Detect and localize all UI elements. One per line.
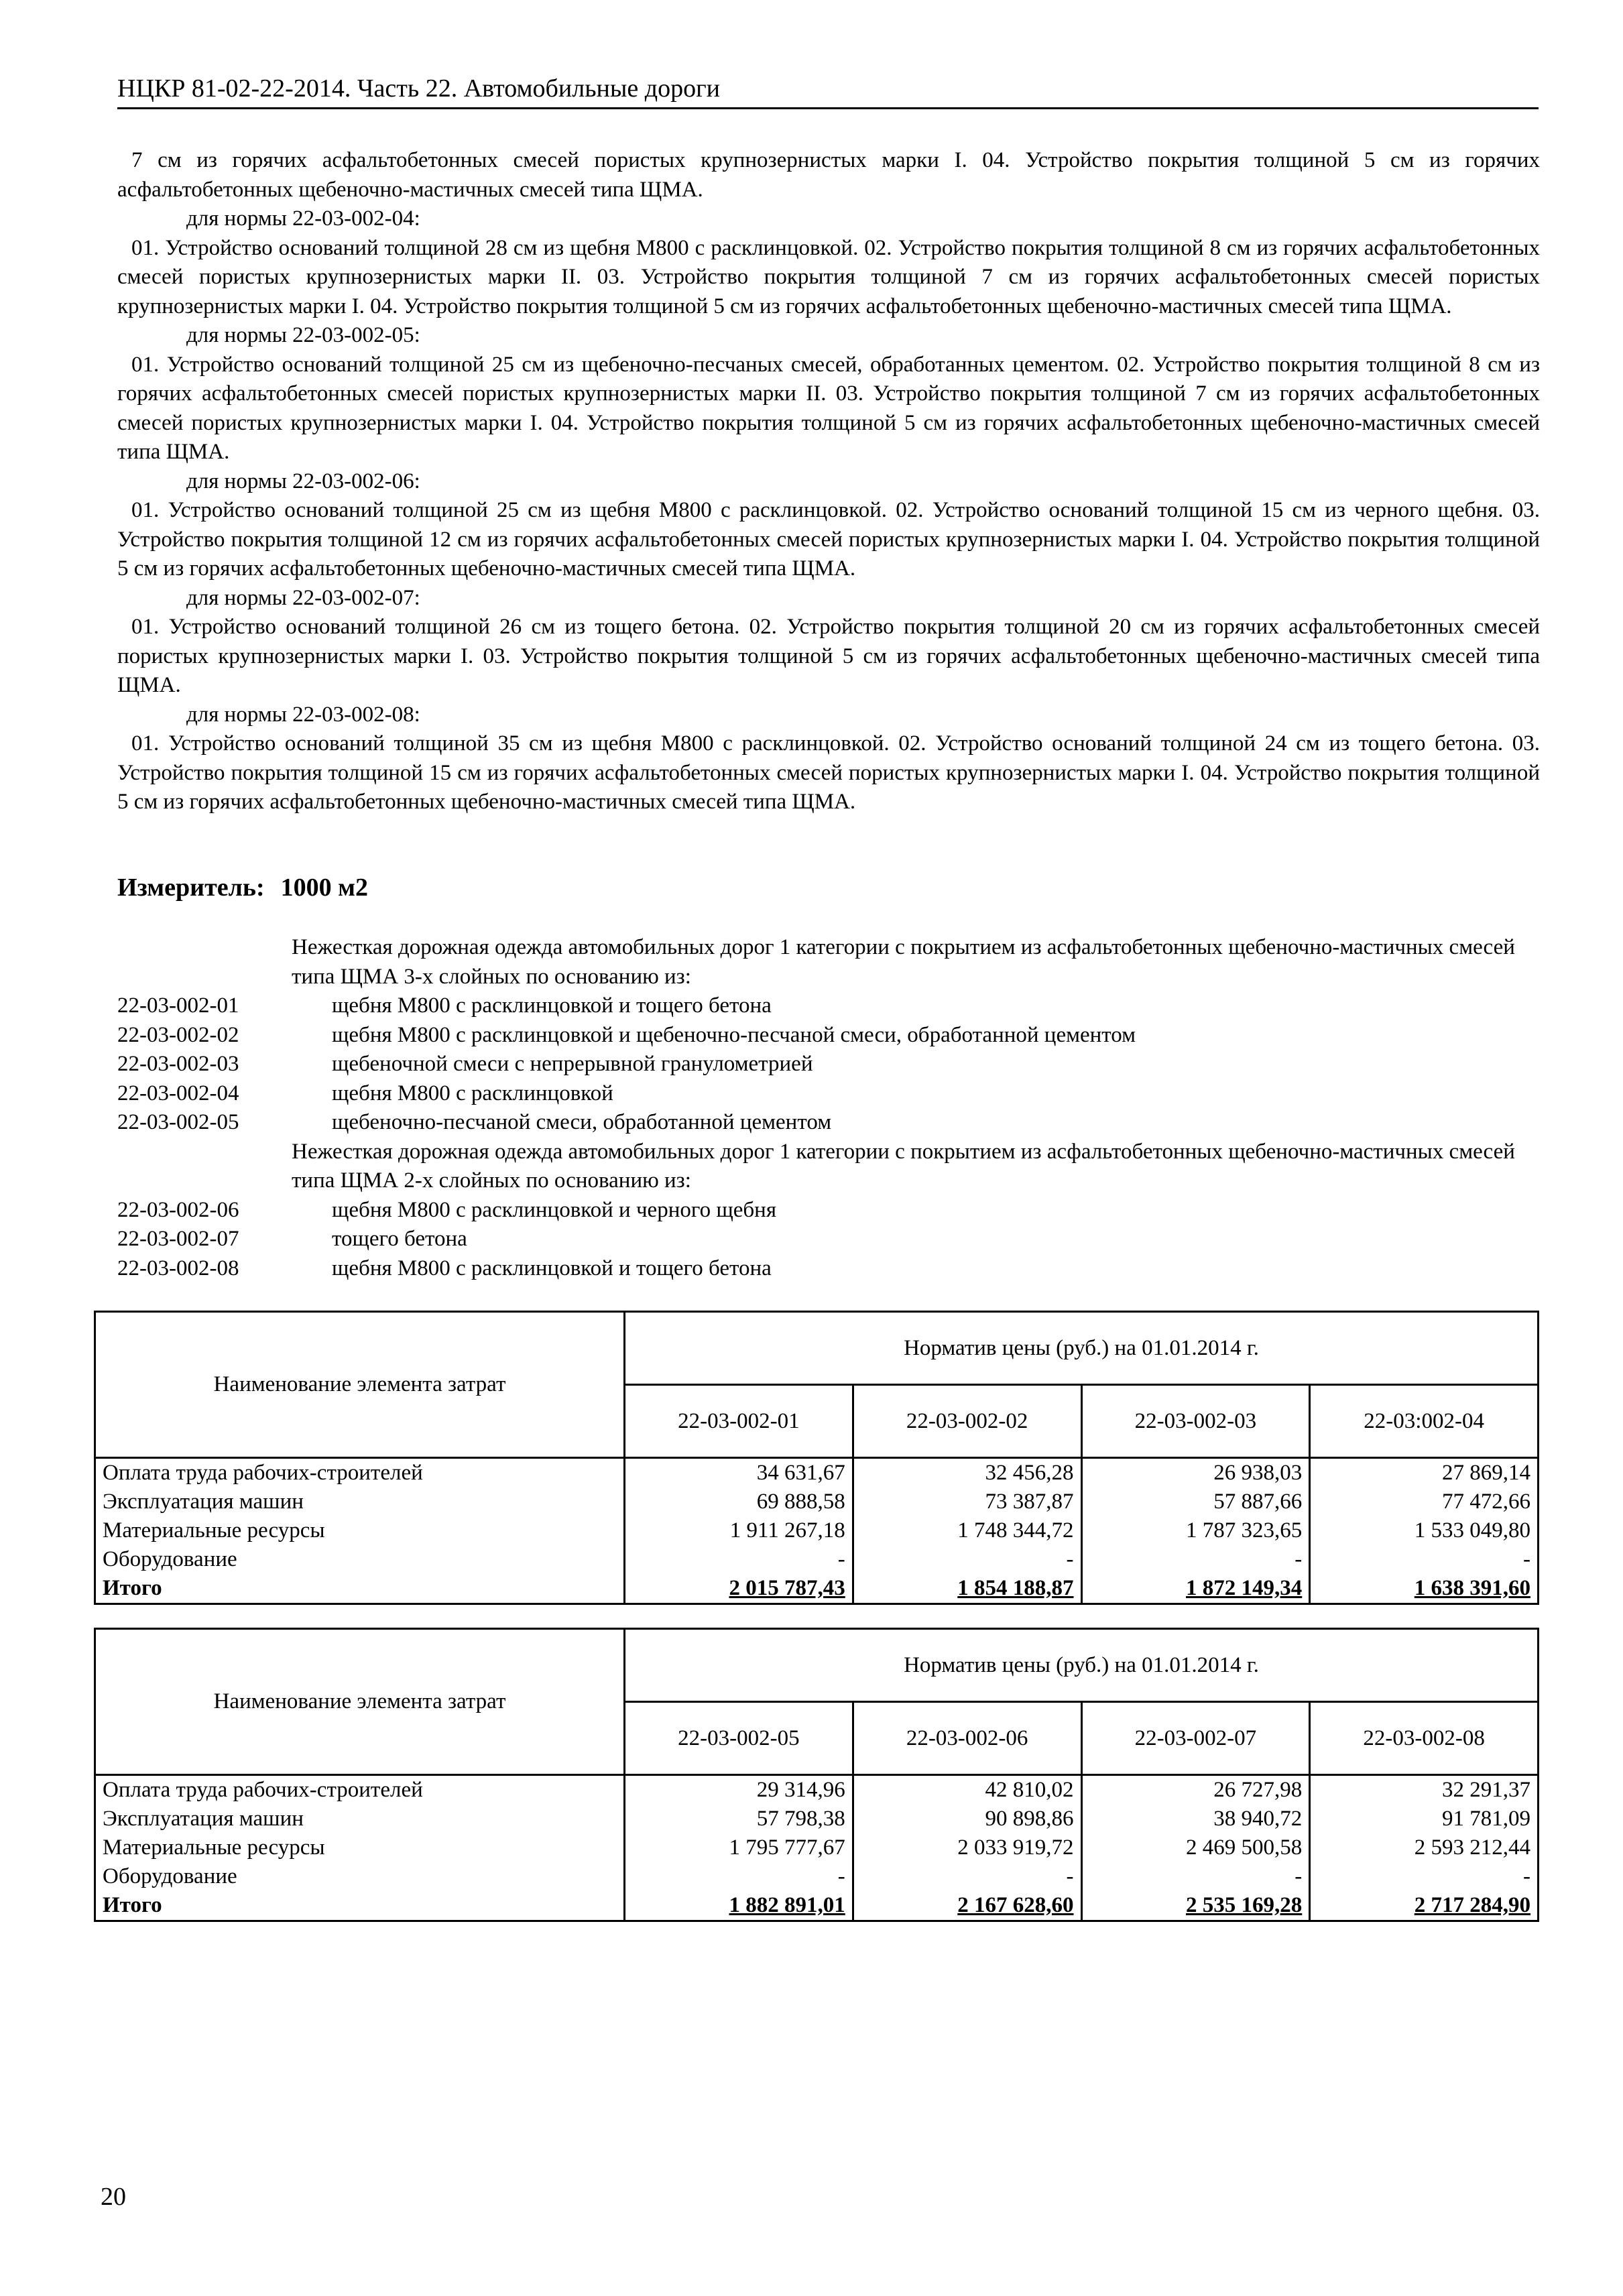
cost-value: 2 469 500,58 [1081,1833,1310,1862]
cost-table-1 [94,1311,1539,1605]
row-label: Оборудование [95,1862,625,1891]
column-header-name: Наименование элемента затрат [95,1312,625,1458]
group-title: Нежесткая дорожная одежда автомобильных дорог 1 категории с покрытием из асфальтобетонных щебеночно-мастичных смесей типа ЩМА 2-х слойных по основанию из: [292,1139,1515,1193]
cost-table-2 [94,1628,1539,1922]
norm-code: 22-03-002-08 [117,1256,239,1280]
cost-value: 2 535 169,28 [1081,1891,1310,1921]
cost-value: - [625,1862,853,1891]
cost-value: 57 887,66 [1081,1488,1310,1516]
table-header-row [95,1312,1539,1385]
cost-value: 1 872 149,34 [1081,1574,1310,1604]
cost-value: - [625,1545,853,1574]
norm-description: щебня М800 с расклинцовкой и щебеночно-песчаной смеси, обработанной цементом [332,1022,1136,1047]
cost-value: 26 727,98 [1081,1775,1310,1805]
cost-value: 38 940,72 [1081,1805,1310,1833]
body-paragraph: 01. Устройство оснований толщиной 25 см из щебеночно-песчаных смесей, обработанных цементом. 02. Устройство покрытия толщиной 8 см из горячих асфальтобетонных смесей пористых крупнозернистых марки II. 03. Устройство покрытия толщиной 7 см из горячих асфальтобетонных смесей пористых крупнозернистых марки I. 04. Устройство покрытия толщиной 5 см из горячих асфальтобетонных щебеночно-мастичных смесей типа ЩМА. [117,352,1540,464]
row-label: Оплата труда рабочих-строителей [95,1458,625,1488]
norm-list-item [117,1021,1540,1050]
page-header: НЦКР 81-02-22-2014. Часть 22. Автомобильные дороги [117,74,721,103]
body-paragraph: 01. Устройство оснований толщиной 25 см из щебня М800 с расклинцовкой. 02. Устройство оснований толщиной 15 см из черного щебня. 03. Устройство покрытия толщиной 12 см из горячих асфальтобетонных смесей пористых крупнозернистых марки I. 04. Устройство покрытия толщиной 5 см из горячих асфальтобетонных щебеночно-мастичных смесей типа ЩМА. [117,498,1540,581]
cost-value: 1 882 891,01 [625,1891,853,1921]
group-title: Нежесткая дорожная одежда автомобильных дорог 1 категории с покрытием из асфальтобетонных щебеночно-мастичных смесей типа ЩМА 3-х слойных по основанию из: [292,935,1515,989]
norm-list-item [117,1196,1540,1225]
norm-description: щебеночной смеси с непрерывной гранулометрией [332,1052,813,1076]
row-label: Оплата труда рабочих-строителей [95,1775,625,1805]
total-row [95,1574,1539,1604]
row-label: Эксплуатация машин [95,1488,625,1516]
table-row [95,1805,1539,1833]
cost-value: 27 869,14 [1310,1458,1539,1488]
page-number: 20 [101,2183,126,2211]
column-header-code: 22-03-002-06 [853,1702,1081,1775]
cost-value: - [1310,1862,1539,1891]
cost-value: 77 472,66 [1310,1488,1539,1516]
meter-label: Измеритель: [117,873,265,902]
row-label: Оборудование [95,1545,625,1574]
norm-list-item [117,1225,1540,1254]
column-header-code: 22-03-002-08 [1310,1702,1539,1775]
norm-list-item [117,991,1540,1021]
norm-heading: для нормы 22-03-002-04: [186,206,420,231]
column-header-code: 22-03-002-05 [625,1702,853,1775]
header-rule [117,107,1539,109]
norm-code: 22-03-002-06 [117,1197,239,1222]
norm-description: щебня М800 с расклинцовкой и тощего бетона [332,993,772,1018]
cost-value: 1 638 391,60 [1310,1574,1539,1604]
column-header-group: Норматив цены (руб.) на 01.01.2014 г. [625,1312,1539,1385]
norm-list-item [117,1050,1540,1079]
row-label: Материальные ресурсы [95,1833,625,1862]
cost-value: 2 015 787,43 [625,1574,853,1604]
column-header-group: Норматив цены (руб.) на 01.01.2014 г. [625,1629,1539,1702]
cost-value: 42 810,02 [853,1775,1081,1805]
column-header-code: 22-03-002-07 [1081,1702,1310,1775]
body-paragraph: 7 см из горячих асфальтобетонных смесей пористых крупнозернистых марки I. 04. Устройство покрытия толщиной 5 см из горячих асфальтобетонных щебеночно-мастичных смесей типа ЩМА. [117,148,1540,202]
column-header-code: 22-03-002-02 [853,1385,1081,1458]
cost-value: 1 854 188,87 [853,1574,1081,1604]
norm-code: 22-03-002-01 [117,993,239,1018]
norm-description: тощего бетона [332,1227,467,1251]
column-header-name: Наименование элемента затрат [95,1629,625,1775]
norm-list-item [117,1254,1540,1284]
norm-heading: для нормы 22-03-002-06: [186,469,420,493]
table-row [95,1458,1539,1488]
cost-value: 1 787 323,65 [1081,1516,1310,1545]
cost-value: 1 533 049,80 [1310,1516,1539,1545]
cost-value: 32 456,28 [853,1458,1081,1488]
table-row [95,1833,1539,1862]
cost-value: 2 033 919,72 [853,1833,1081,1862]
row-label: Итого [95,1574,625,1604]
norm-code: 22-03-002-05 [117,1110,239,1134]
cost-value: 91 781,09 [1310,1805,1539,1833]
column-header-code: 22-03-002-01 [625,1385,853,1458]
norm-description: щебеночно-песчаной смеси, обработанной цементом [332,1110,832,1134]
cost-value: 2 717 284,90 [1310,1891,1539,1921]
meter-value: 1000 м2 [280,873,369,902]
column-header-code: 22-03-002-03 [1081,1385,1310,1458]
row-label: Материальные ресурсы [95,1516,625,1545]
cost-value: 90 898,86 [853,1805,1081,1833]
cost-value: 73 387,87 [853,1488,1081,1516]
norm-heading: для нормы 22-03-002-07: [186,585,420,610]
table-row [95,1516,1539,1545]
cost-value: - [1310,1545,1539,1574]
norm-list [117,933,1540,1283]
norm-code: 22-03-002-03 [117,1052,239,1076]
cost-value: 2 593 212,44 [1310,1833,1539,1862]
cost-value: - [1081,1862,1310,1891]
cost-value: 2 167 628,60 [853,1891,1081,1921]
norm-code: 22-03-002-07 [117,1227,239,1251]
cost-value: 29 314,96 [625,1775,853,1805]
row-label: Итого [95,1891,625,1921]
cost-value: - [853,1545,1081,1574]
table-row [95,1775,1539,1805]
body-paragraph: 01. Устройство оснований толщиной 35 см из щебня М800 с расклинцовкой. 02. Устройство оснований толщиной 24 см из тощего бетона. 03. Устройство покрытия толщиной 15 см из горячих асфальтобетонных смесей пористых крупнозернистых марки I. 04. Устройство покрытия толщиной 5 см из горячих асфальтобетонных щебеночно-мастичных смесей типа ЩМА. [117,731,1540,814]
meter-line [117,871,368,904]
body-paragraph: 01. Устройство оснований толщиной 28 см из щебня М800 с расклинцовкой. 02. Устройство покрытия толщиной 8 см из горячих асфальтобетонных смесей пористых крупнозернистых марки II. 03. Устройство покрытия толщиной 7 см из горячих асфальтобетонных смесей пористых крупнозернистых марки I. 04. Устройство покрытия толщиной 5 см из горячих асфальтобетонных щебеночно-мастичных смесей типа ЩМА. [117,235,1540,318]
body-text [117,146,1540,817]
norm-code: 22-03-002-02 [117,1022,239,1047]
norm-heading: для нормы 22-03-002-05: [186,323,420,347]
row-label: Эксплуатация машин [95,1805,625,1833]
table-row [95,1862,1539,1891]
total-row [95,1891,1539,1921]
cost-value: 57 798,38 [625,1805,853,1833]
cost-value: 1 911 267,18 [625,1516,853,1545]
cost-value: 34 631,67 [625,1458,853,1488]
table-row [95,1545,1539,1574]
norm-code: 22-03-002-04 [117,1081,239,1105]
norm-list-item [117,1079,1540,1109]
table-row [95,1488,1539,1516]
norm-heading: для нормы 22-03-002-08: [186,702,420,727]
norm-description: щебня М800 с расклинцовкой и черного щебня [332,1197,777,1222]
body-paragraph: 01. Устройство оснований толщиной 26 см из тощего бетона. 02. Устройство покрытия толщиной 20 см из горячих асфальтобетонных смесей пористых крупнозернистых марки I. 03. Устройство покрытия толщиной 5 см из горячих асфальтобетонных щебеночно-мастичных смесей типа ЩМА. [117,615,1540,697]
cost-value: - [853,1862,1081,1891]
table-header-row [95,1629,1539,1702]
norm-description: щебня М800 с расклинцовкой [332,1081,613,1105]
norm-description: щебня М800 с расклинцовкой и тощего бетона [332,1256,772,1280]
cost-value: 1 748 344,72 [853,1516,1081,1545]
cost-value: 69 888,58 [625,1488,853,1516]
cost-value: 32 291,37 [1310,1775,1539,1805]
cost-value: - [1081,1545,1310,1574]
norm-list-item [117,1108,1540,1138]
cost-value: 1 795 777,67 [625,1833,853,1862]
column-header-code: 22-03:002-04 [1310,1385,1539,1458]
cost-value: 26 938,03 [1081,1458,1310,1488]
